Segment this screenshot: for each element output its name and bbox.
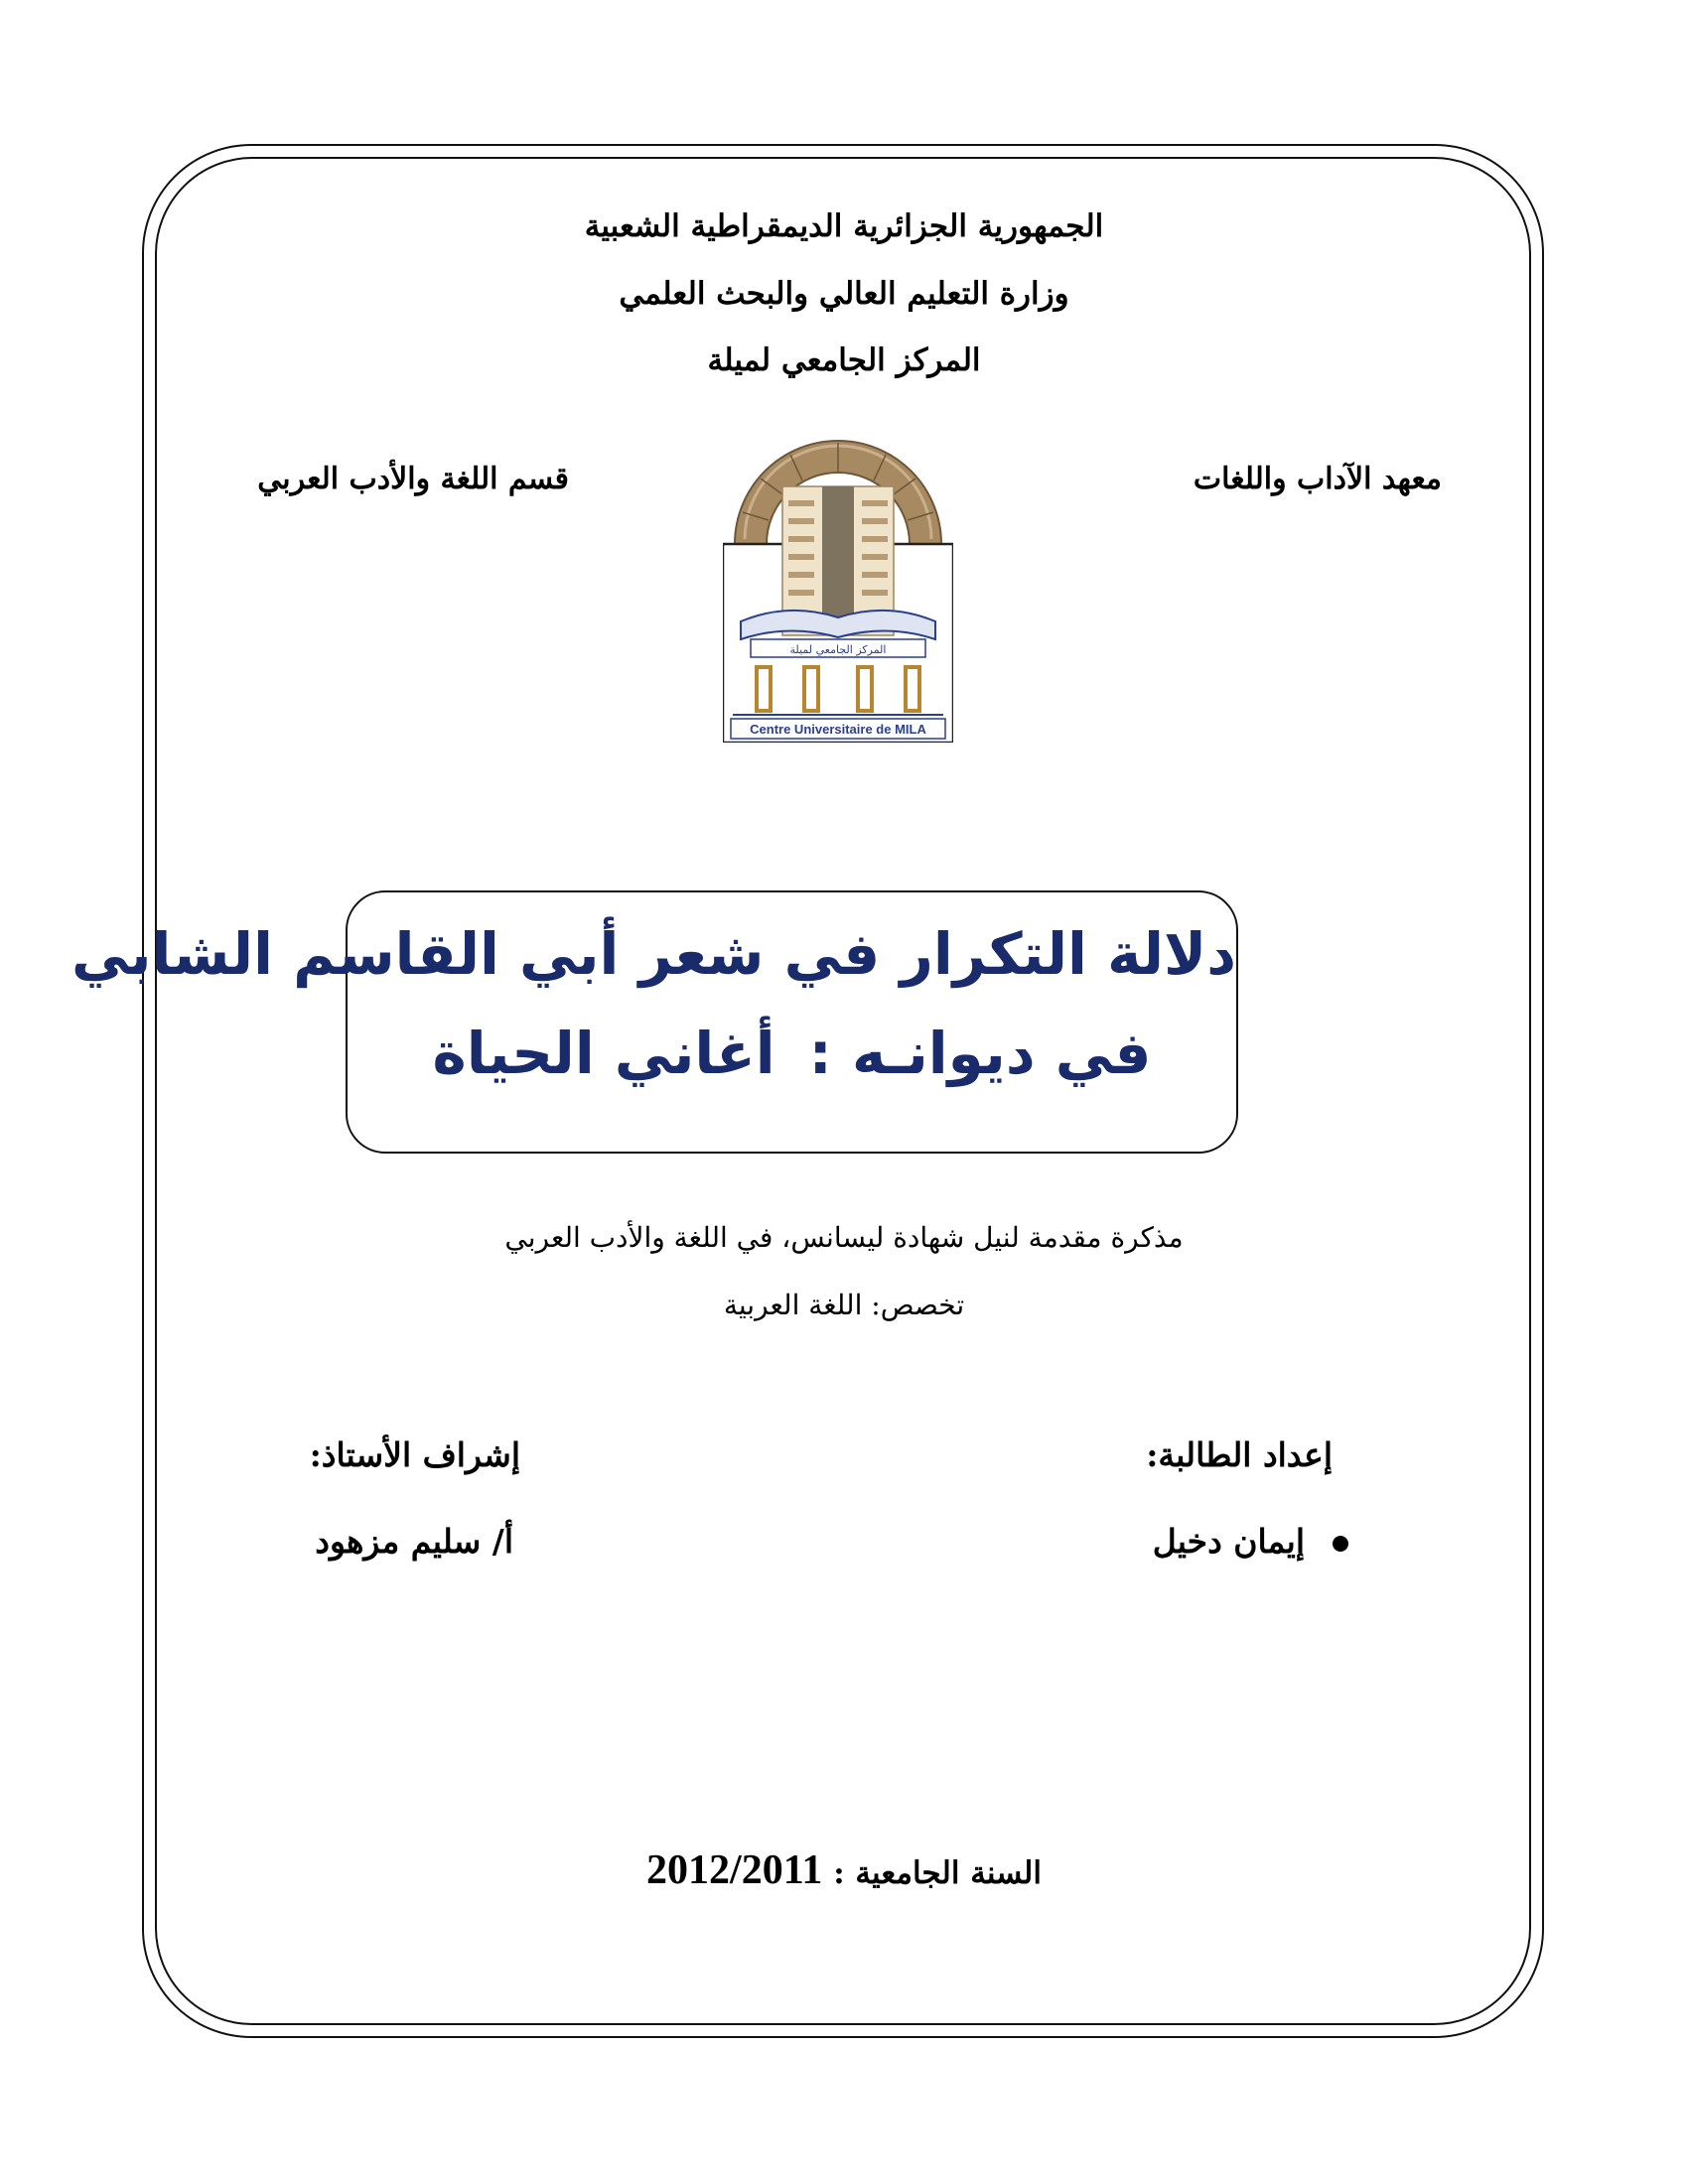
academic-year [0,1846,1688,1894]
university-logo [723,435,953,743]
supervisor-label: إشراف الأستاذ: [309,1435,520,1474]
academic-year-label: السنة الجامعية : [833,1855,1042,1891]
prepared-by-label: إعداد الطالبة: [1146,1435,1333,1474]
department-label: قسم اللغة والأدب العربي [257,462,569,496]
ministry-heading: وزارة التعليم العالي والبحث العلمي [619,276,1069,312]
republic-heading: الجمهورية الجزائرية الديمقراطية الشعبية [584,208,1104,244]
thesis-title-line-1: دلالة التكرار في شعر أبي القاسم الشابي [71,920,1236,988]
center-heading: المركز الجامعي لميلة [707,342,981,378]
specialty-statement: تخصص: اللغة العربية [723,1289,965,1321]
bullet-icon [1333,1536,1348,1552]
logo-caption: Centre Universitaire de MILA [750,722,926,737]
thesis-title-suffix: أغاني الحياة [432,1020,775,1087]
thesis-title-box [71,890,1238,1154]
student-entry [1153,1522,1348,1561]
student-name: إيمان دخيل [1152,1522,1305,1561]
degree-statement: مذكرة مقدمة لنيل شهادة ليسانس، في اللغة والأدب العربي [504,1221,1184,1254]
thesis-title-line-2 [348,1020,1236,1087]
institute-label: معهد الآداب واللغات [1193,462,1442,496]
thesis-title-prefix: في ديوانـه : [808,1020,1152,1087]
logo-arabic-text: المركز الجامعي لميلة [789,643,887,656]
supervisor-name: أ/ سليم مزهود [315,1522,513,1561]
academic-year-value: 2012/2011 [646,1847,823,1893]
